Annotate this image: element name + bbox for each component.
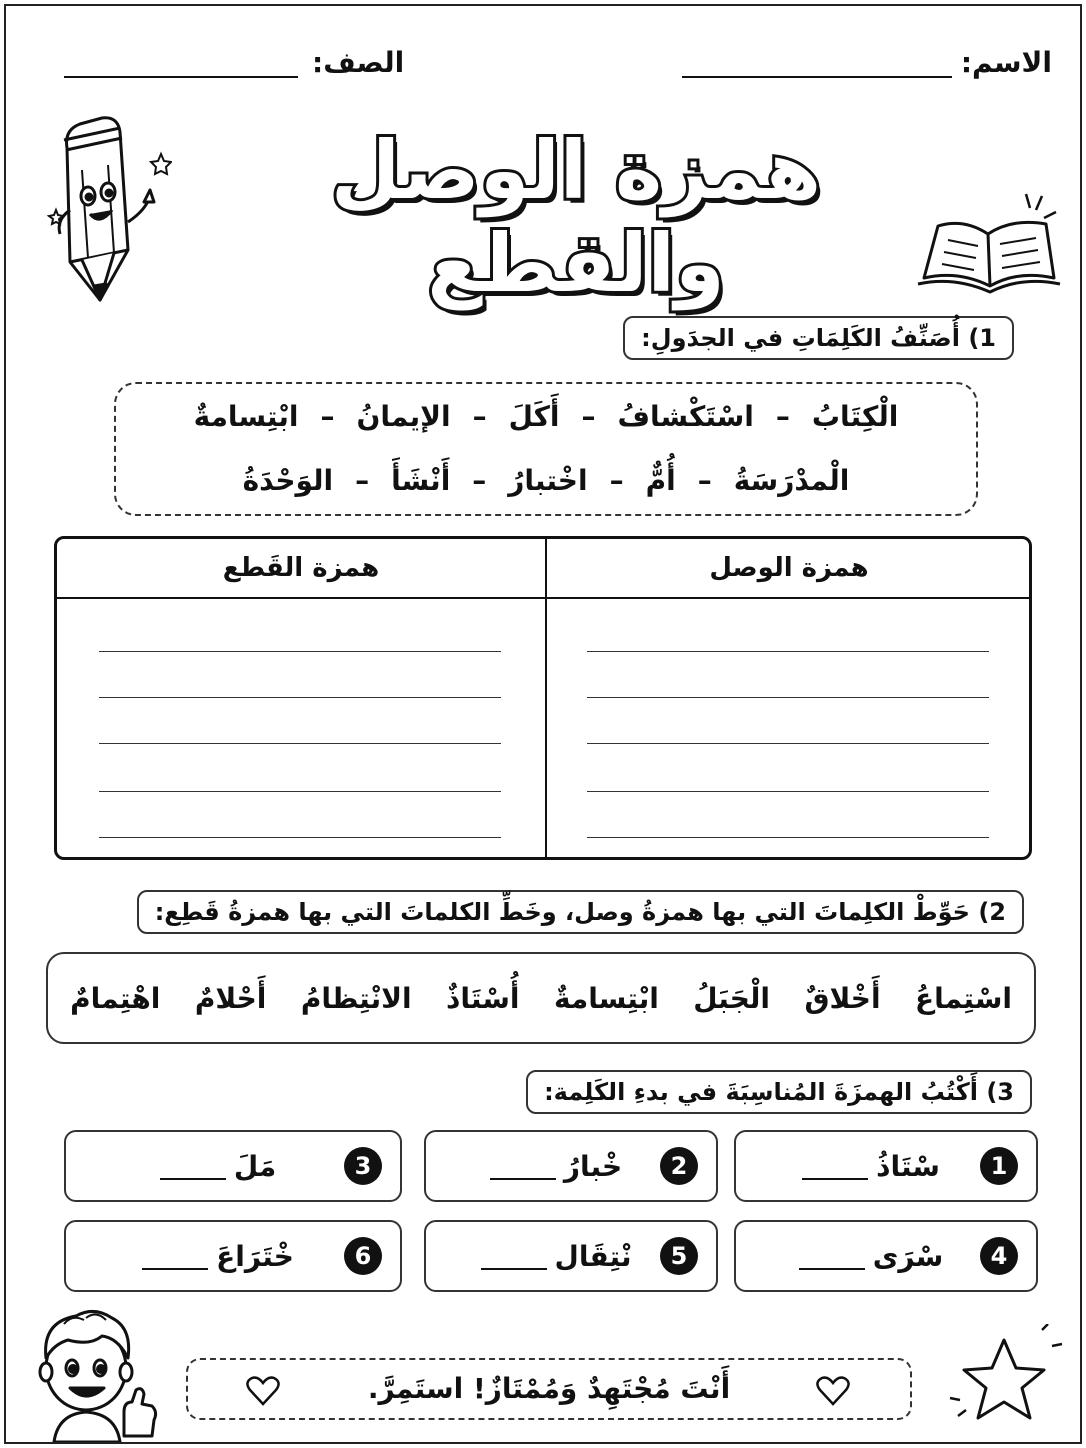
- number-badge: 4: [980, 1237, 1018, 1275]
- q2-word[interactable]: أَحْلامٌ: [194, 981, 267, 1015]
- blank-field[interactable]: [160, 1152, 226, 1180]
- q2-word[interactable]: اسْتِماعُ: [915, 981, 1012, 1015]
- q2-word[interactable]: أَخْلاقٌ: [804, 981, 881, 1015]
- blank-field[interactable]: [481, 1242, 547, 1270]
- separator: –: [697, 464, 712, 497]
- heart-icon: [246, 1376, 280, 1406]
- fill-card-6: [64, 1220, 402, 1292]
- fill-card-1: [734, 1130, 1038, 1202]
- fill-card-4: [734, 1220, 1038, 1292]
- separator: –: [320, 400, 335, 433]
- bank-word: أَكَلَ: [508, 400, 560, 433]
- q2-word[interactable]: الانْتِظامُ: [300, 981, 412, 1015]
- star-icon: [944, 1324, 1068, 1434]
- q2-word[interactable]: الْجَبَلُ: [693, 981, 770, 1015]
- class-field[interactable]: [64, 76, 298, 78]
- answer-line[interactable]: [99, 651, 501, 652]
- fill-word: نْتِقَال: [554, 1239, 632, 1273]
- answer-line[interactable]: [587, 791, 989, 792]
- blank-field[interactable]: [142, 1242, 208, 1270]
- page-title: همزة الوصل والقطع: [330, 124, 822, 310]
- bank-word: اخْتبارُ: [508, 464, 588, 497]
- number-badge: 2: [660, 1147, 698, 1185]
- fill-word: سْرَى: [872, 1239, 944, 1273]
- separator: –: [775, 400, 790, 433]
- blank-field[interactable]: [802, 1152, 868, 1180]
- bank-word: الإيمانُ: [356, 400, 451, 433]
- number-badge: 6: [344, 1237, 382, 1275]
- fill-word: مَلَ: [233, 1149, 277, 1183]
- fill-word: خْتَرَاعَ: [216, 1239, 294, 1273]
- number-badge: 1: [980, 1147, 1018, 1185]
- bank-word: أَنْشَأَ: [391, 464, 451, 497]
- name-label: الاسم:: [960, 46, 1052, 79]
- classification-table: [54, 536, 1032, 860]
- class-label: الصف:: [312, 46, 405, 79]
- answer-line[interactable]: [587, 743, 989, 744]
- encouragement-message: أَنْتَ مُجْتَهِدٌ وَمُمْتَازٌ! استَمِرَّ.: [367, 1372, 731, 1405]
- blank-field[interactable]: [490, 1152, 556, 1180]
- number-badge: 5: [660, 1237, 698, 1275]
- fill-card-3: [64, 1130, 402, 1202]
- header-divider: [57, 597, 1029, 599]
- open-book-icon: [914, 190, 1064, 300]
- separator: –: [472, 464, 487, 497]
- separator: –: [609, 464, 624, 497]
- pencil-mascot-icon: [42, 110, 172, 310]
- separator: –: [581, 400, 596, 433]
- worksheet-page: [4, 4, 1082, 1444]
- q2-word[interactable]: ابْتِسامةٌ: [553, 981, 659, 1015]
- heart-icon: [816, 1376, 850, 1406]
- word-bank-row-1: [116, 400, 976, 433]
- header-hamzat-wasl: همزة الوصل: [709, 553, 869, 583]
- header-hamzat-qat: همزة القَطع: [222, 553, 380, 583]
- fill-card-2: [424, 1130, 718, 1202]
- separator: –: [472, 400, 487, 433]
- fill-word: خْبارُ: [563, 1149, 623, 1183]
- answer-line[interactable]: [99, 837, 501, 838]
- q1-instruction: 1) أُصَنِّفُ الكَلِمَاتِ في الجدَولِ:: [623, 316, 1014, 360]
- blank-field[interactable]: [799, 1242, 865, 1270]
- column-divider: [545, 539, 547, 857]
- star-icon: [151, 154, 171, 174]
- q2-word[interactable]: أُسْتَاذٌ: [446, 981, 520, 1015]
- answer-line[interactable]: [587, 837, 989, 838]
- answer-line[interactable]: [99, 743, 501, 744]
- bank-word: الوَحْدَةُ: [242, 464, 334, 497]
- bank-word: ابْتِسامةٌ: [193, 400, 299, 433]
- bank-word: الْكِتَابُ: [811, 400, 899, 433]
- q3-instruction: 3) أَكْتُبُ الهمزَةَ المُناسِبَةَ في بدءِ الكَلِمة:: [526, 1070, 1032, 1114]
- word-bank-row-2: [116, 464, 976, 497]
- q2-word-box: [46, 952, 1036, 1044]
- bank-word: اسْتَكْشافُ: [617, 400, 754, 433]
- boy-thumbs-up-icon: [24, 1302, 164, 1442]
- answer-line[interactable]: [587, 651, 989, 652]
- separator: –: [355, 464, 370, 497]
- bank-word: الْمدْرَسَةُ: [733, 464, 850, 497]
- name-field[interactable]: [682, 76, 952, 78]
- answer-line[interactable]: [99, 697, 501, 698]
- bank-word: أُمٌّ: [645, 464, 676, 497]
- answer-line[interactable]: [587, 697, 989, 698]
- fill-word: سْتَاذُ: [876, 1149, 940, 1183]
- number-badge: 3: [344, 1147, 382, 1185]
- word-bank: [114, 382, 978, 516]
- encouragement-box: [186, 1358, 912, 1420]
- fill-card-5: [424, 1220, 718, 1292]
- answer-line[interactable]: [99, 791, 501, 792]
- q2-instruction: 2) حَوِّطْ الكلِماتَ التي بها همزةُ وصل، وخَطِّ الكلماتَ التي بها همزةُ قَطِع:: [137, 890, 1024, 934]
- q2-word[interactable]: اهْتِمامٌ: [70, 981, 161, 1015]
